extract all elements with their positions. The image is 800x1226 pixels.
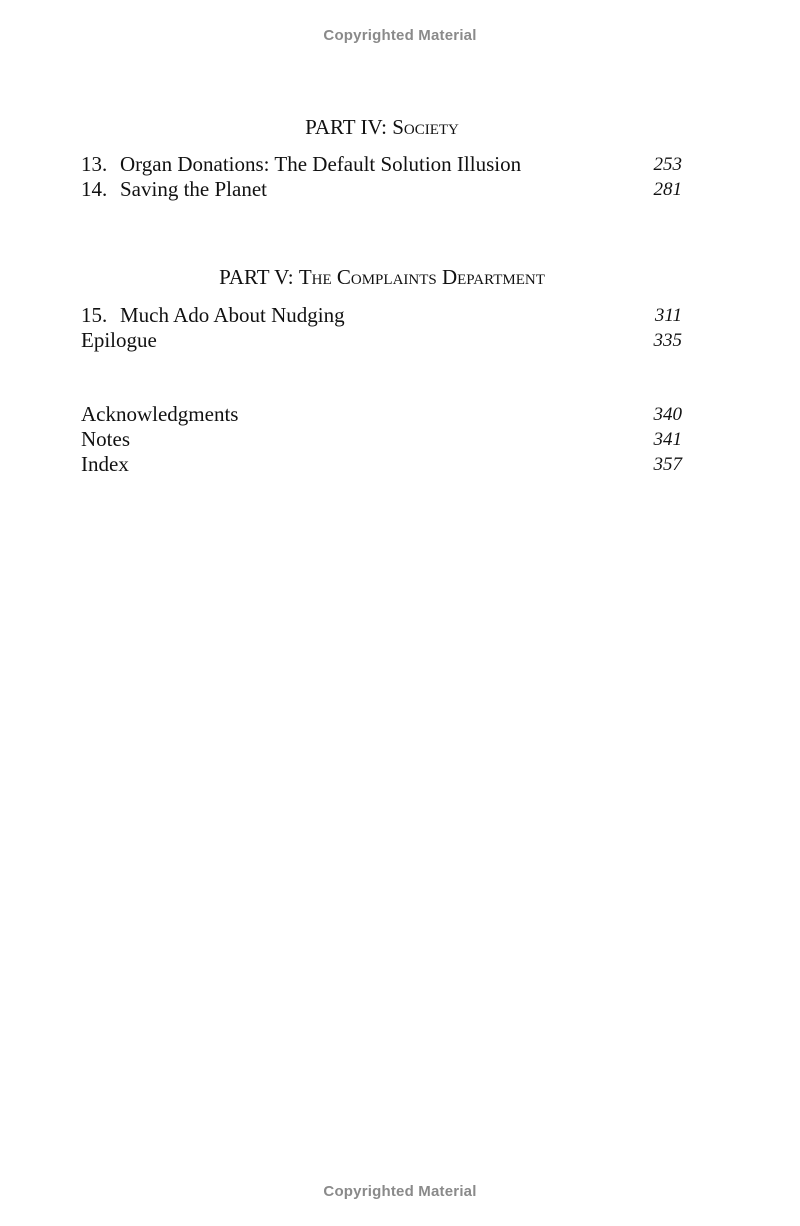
part-heading-complaints-department	[0, 265, 764, 289]
back-matter-title: Acknowledgments	[81, 402, 239, 426]
toc-entry-acknowledgments[interactable]	[81, 402, 682, 427]
toc-entry-saving-the-planet[interactable]	[81, 177, 682, 202]
chapter-number: 13.	[81, 152, 108, 176]
page-number: 335	[653, 330, 682, 351]
toc-entry-epilogue[interactable]	[81, 328, 682, 353]
chapter-title: Epilogue	[81, 328, 157, 352]
part-name: Society	[392, 115, 459, 139]
chapter-title: Much Ado About Nudging	[120, 303, 345, 327]
page-number: 357	[653, 454, 682, 475]
part-label: PART IV:	[305, 115, 387, 139]
copyright-watermark-top: Copyrighted Material	[323, 27, 477, 44]
toc-entry-much-ado-about-nudging[interactable]	[81, 303, 682, 328]
chapter-number: 14.	[81, 177, 108, 201]
toc-entry-organ-donations[interactable]	[81, 152, 682, 177]
page-number: 281	[653, 179, 682, 200]
back-matter-title: Notes	[81, 427, 130, 451]
page-number: 311	[654, 305, 682, 326]
chapter-title: Organ Donations: The Default Solution Illusion	[120, 152, 522, 176]
page-number: 341	[653, 429, 682, 450]
copyright-watermark-bottom: Copyrighted Material	[323, 1183, 477, 1200]
toc-entry-index[interactable]	[81, 452, 682, 477]
part-name: The Complaints Department	[298, 265, 545, 289]
chapter-title: Saving the Planet	[120, 177, 267, 201]
page-number: 253	[653, 154, 682, 175]
part-label: PART V:	[219, 265, 294, 289]
part-heading-society	[0, 115, 764, 139]
toc-entry-notes[interactable]	[81, 427, 682, 452]
chapter-number: 15.	[81, 303, 108, 327]
page-number: 340	[653, 404, 682, 425]
back-matter-title: Index	[81, 452, 129, 476]
